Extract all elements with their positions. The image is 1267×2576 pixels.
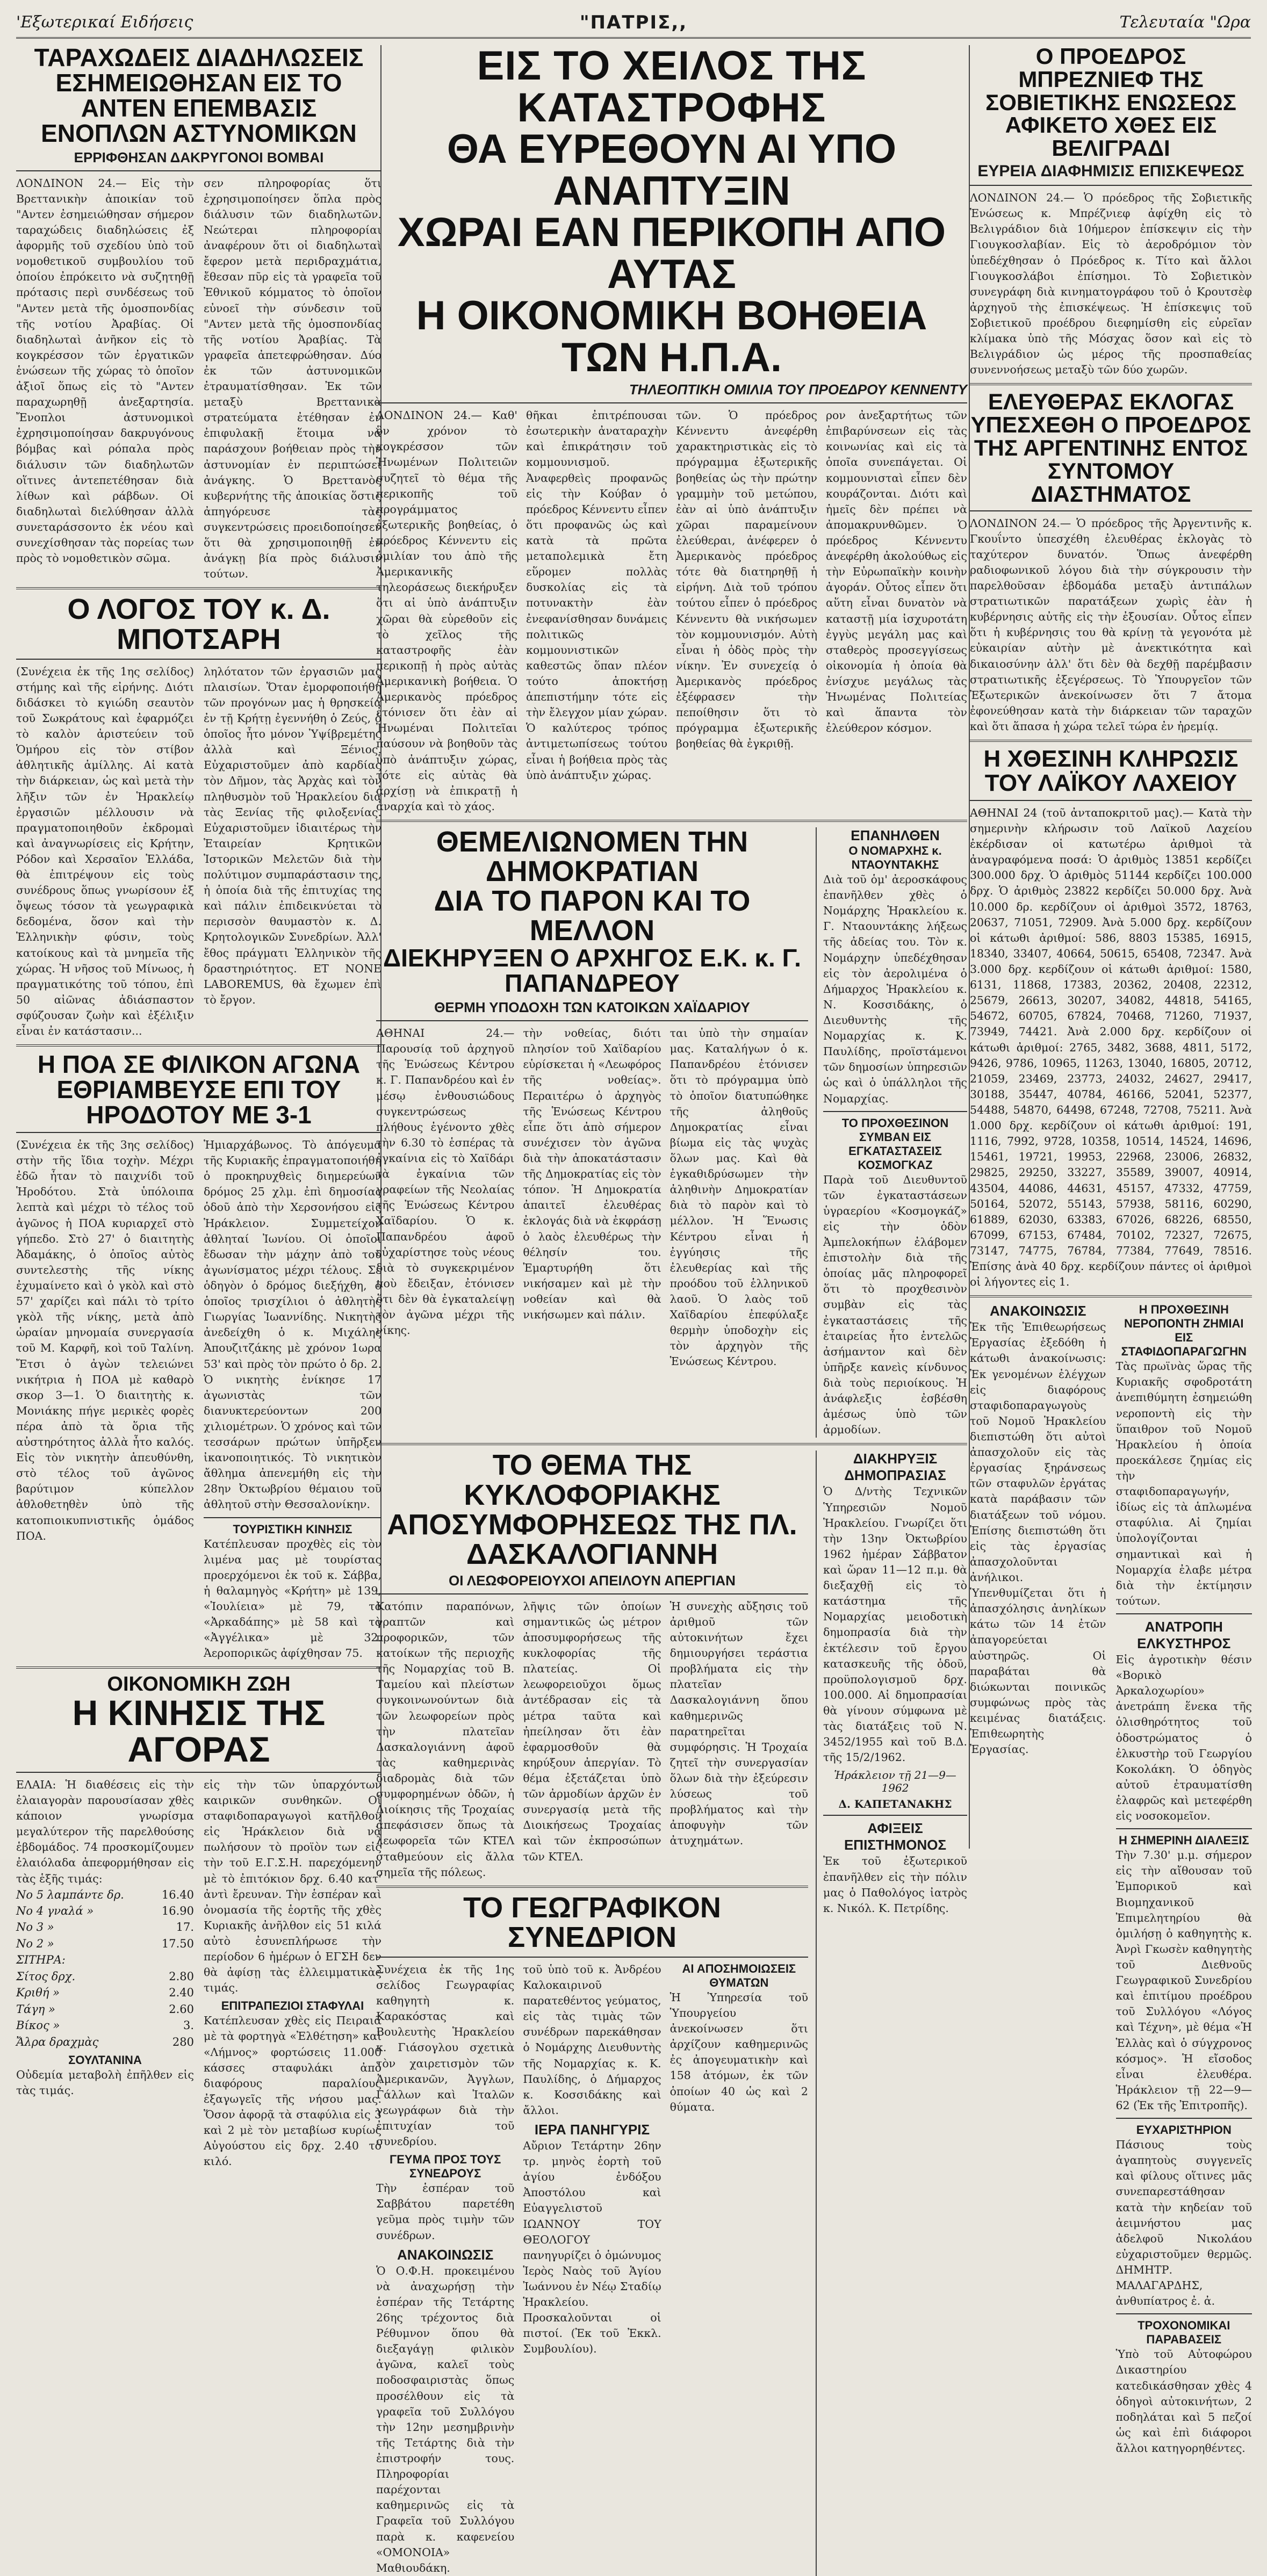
article-botsaris xyxy=(16,595,381,1039)
article-body xyxy=(16,664,381,1040)
article-text: Συνέχεια ἐκ τῆς 1ης σελίδος Γεωγραφίας καθηγητὴ κ. Καρακόστας καὶ Βουλευτὴς Ἡρακλείου κ. Γιάσογλου σχετικὰ τὸν χαιρετισμὸν τῶν Ἀμερικανῶν, Ἀγγλων, Γάλλων καὶ Ἰταλῶν γεωγράφων διὰ τὴν ἐπιτυχίαν τοῦ συνεδρίου. xyxy=(376,1962,515,2148)
headline: ΤΑΡΑΧΩΔΕΙΣ ΔΙΑΔΗΛΩΣΕΙΣ ΕΣΗΜΕΙΩΘΗΣΑΝ ΕΙΣ ΤΟ ΑΝΤΕΝ ΕΠΕΜΒΑΣΙΣ ΕΝΟΠΛΩΝ ΑΣΤΥΝΟΜΙΚΩΝ xyxy=(34,44,364,147)
price-value: 17. xyxy=(176,1921,194,1934)
headline: Η ΣΗΜΕΡΙΝΗ ΔΙΑΛΕΞΙΣ xyxy=(1118,1834,1249,1848)
price-value: 3. xyxy=(183,2019,194,2032)
signature-name: Δ. ΚΑΠΕΤΑΝΑΚΗΣ xyxy=(838,1798,952,1811)
headline: ΘΕΜΕΛΙΩΝΟΜΕΝ ΤΗΝ ΔΗΜΟΚΡΑΤΙΑΝ xyxy=(436,825,748,888)
signature-place: Ἡράκλειον τῇ 21—9—1962 xyxy=(834,1769,956,1795)
row-papandreou xyxy=(376,827,967,1438)
headline: ΤΟ ΓΕΩΓΡΑΦΙΚΟΝ ΣΥΝΕΔΡΙΟΝ xyxy=(463,1891,721,1953)
subheadline: ΕΡΡΙΦΘΗΣΑΝ ΔΑΚΡΥΓΟΝΟΙ ΒΟΜΒΑΙ xyxy=(74,149,324,165)
article-poa xyxy=(16,1052,381,1661)
subheadline: ΤΗΛΕΟΠΤΙΚΗ ΟΜΙΛΙΑ ΤΟΥ ΠΡΟΕΔΡΟΥ ΚΕΝΝΕΝΤΥ xyxy=(629,381,967,398)
price-label: Σίτος δρχ. xyxy=(16,1969,76,1983)
divider xyxy=(823,1815,967,1816)
article-text: Κατέπλευσαν χθὲς εἰς Πειραιᾶ μὲ τὰ φορτηγὰ «Ἐλθέτηση» καὶ «Λήμνος» φορτώσεις 11.000 κάσσες σταφυλάκι ἀπὸ διαφόρους παραλίους ἐξαγωγεῖς τῆς νήσου μας. Ὅσον ἀφορᾷ τὰ σταφύλια εἰς 3 καὶ 2 μὲ τὸν μεταβίωσ κυρίως Αὐγούστου εἰς δρχ. 2.40 τὸ κιλό. xyxy=(204,2014,381,2168)
headline: Η ΠΡΟΧΘΕΣΙΝΗ ΝΕΡΟΠΟΝΤΗ ΖΗΜΙΑΙ ΕΙΣ ΣΤΑΦΙΔΟΠΑΡΑΓΩΓΗΝ xyxy=(1121,1303,1247,1359)
article-text: Ὁ Ο.Φ.Η. προκειμένου νὰ ἀναχωρήσῃ τὴν ἑσπέραν τῆς Τετάρτης 26ης τρέχοντος διὰ Ρέθυμνον ὅπου θὰ διεξαγάγῃ φιλικὸν ἀγῶνα, καλεῖ τοὺς ποδοσφαιριστὰς ὅπως προσέλθουν εἰς τὰ γραφεῖα τοῦ Συλλόγου τὴν 12ην μεσημβρινὴν τῆς Τετάρτης διὰ τὴν ἐπιστροφήν τους. Πληροφορίαι παρέχονται καθημερινῶς εἰς τὰ Γραφεῖα τοῦ Συλλόγου παρὰ κ. καφενείου «ΟΜΟΝΟΙΑ» Μαθιουδάκη. xyxy=(376,2264,515,2574)
divider xyxy=(376,1593,808,1594)
article-text: Τὰς πρωϊνὰς ὥρας τῆς Κυριακῆς σφοδροτάτη ἀνεπιθύμητη ἐσημειώθη νεροποντὴ εἰς τὴν ὕπαιθρον τοῦ Νομοῦ Ἡρακλείου ἡ ὁποία προεκάλεσε ζημίας εἰς τὴν σταφιδοπαραγωγήν, ἰδίως εἰς τὰ ἁπλωμένα σταφύλια. Αἱ ζημίαι ὑπολογίζονται σημαντικαὶ καὶ ἡ Νομαρχία ἐλαβε μέτρα διὰ τὴν ἐκτίμησιν τούτων. xyxy=(1115,1360,1252,1607)
divider xyxy=(376,1020,808,1021)
subheadline: ΑΙ ΑΠΟΣΗΜΟΙΩΣΕΙΣ ΘΥΜΑΤΩΝ xyxy=(682,1961,796,1989)
article-text: ται ὑπὸ τὴν σημαίαν μας. Καταλήγων ὁ κ. Παπανδρέου ἐτόνισεν ὅτι τὸ πρόγραμμα ὑπὸ τὸ ὁποῖον διατυπώθηκε τῆς ἀληθοῦς Δημοκρατίας εἶναι βίωμα εἰς τὰς ψυχὰς ὅλων μας. Καὶ θὰ ἐγκαθιδρύσωμεν τὴν ἀληθινὴν Δημοκρατίαν διὰ τὸ παρὸν καὶ τὸ μέλλον. Ἡ Ἕνωσις Κέντρου εἶναι ἡ ἐγγύησις τῆς ἐλευθερίας καὶ τῆς προόδου τοῦ ἑλληνικοῦ λαοῦ. Ὁ λαὸς τοῦ Χαϊδαρίου ἐπεφύλαξε θερμὴν ὑποδοχὴν εἰς τὸν ἀρχηγὸν τῆς Ἑνώσεως Κέντρου. xyxy=(670,1027,808,1368)
price-value: 16.90 xyxy=(161,1904,194,1918)
subheadline: ΣΟΥΛΤΑΝΙΝΑ xyxy=(68,2053,142,2067)
price-label: ΣΙΤΗΡΑ: xyxy=(16,1953,66,1967)
article-text: ΛΟΝΔΙΝΟΝ 24.— Ὁ πρόεδρος τῆς Ἀργεντινῆς κ. Γκουΐντο ὑπεσχέθη ἐλευθέρας ἐκλογὰς τὸ ταχύτερον δυνατόν. Ὅπως ἀνεφέρθη ραδιοφωνικοῦ λόγου διὰ τὴν σύγκρουσιν τὴν παρελθοῦσαν ἑβδομάδα μεταξὺ ἀντιπάλων στρατιωτικῶν παρατάξεων χωρὶς ἐὰν ἡ κυβέρνησις αὐτῆς εἰς τὴν ἐξουσίαν. Οὗτος εἶπεν ὅτι ἡ κυβέρνησις του θὰ κρίνῃ τὰ γεγονότα μὲ εὐκαιρίαν αὐτὴν μὲ ἀνεκτικότητα καὶ δικαιοσύνην ἀλλ' ὅτι δὲν θὰ δεχθῇ παρέμβασιν στρατιωτικῆς ἐξεγέρσεως. Τὸ Ὑπουργεῖον τῶν Ἐξωτερικῶν ἀνεκοίνωσεν ὅτι 7 ἄτομα ἐφονεύθησαν κατὰ τὴν διάρκειαν τῶν ταραχῶν καὶ ὅτι ἅπασα ἡ χώρα τελεῖ τώρα ἐν ἠρεμίᾳ. xyxy=(970,516,1252,733)
price-label: Νο 3 » xyxy=(16,1921,54,1934)
divider xyxy=(376,1443,967,1445)
article-text: Πάσιους τοὺς ἀγαπητοὺς συγγενεῖς καὶ φίλους οἵτινες μᾶς συνεπαρεστάθησαν κατὰ τὴν κηδείαν τοῦ ἀειμνήστου μας ἀδελφοῦ Νικολάου εὐχαριστοῦμεν θερμῶς. ΔΗΜΗΤΡ. ΜΑΛΑΓΑΡΔΗΣ, ἀνθυπίατρος ἐ. ἀ. xyxy=(1115,2138,1252,2308)
row-traffic xyxy=(376,1451,967,2575)
price-label: Νο 4 γναλά » xyxy=(16,1904,94,1918)
divider xyxy=(1116,1613,1252,1614)
headline: Ο ΠΡΟΕΔΡΟΣ ΜΠΡΕΖΝΙΕΦ ΤΗΣ ΣΟΒΙΕΤΙΚΗΣ ΕΝΩΣΕΩΣ ΑΦΙΚΕΤΟ ΧΘΕΣ ΕΙΣ ΒΕΛΙΓΡΑΔΙ xyxy=(985,44,1236,161)
article-text: (Συνέχεια ἐκ τῆς 3ης σελίδος) στὴν τῆς ἴδια τοχὴν. Μέχρι ἐδῶ ἦταν τὸ παιχνίδι τοῦ Ἡροδότου. Στὰ ὑπόλοιπα λεπτὰ καὶ μέχρι τὸ τέλος τοῦ ἀγῶνος ἡ ΠΟΑ κυριαρχεῖ στὸ γήπεδο. Στὸ 27' ὁ διαιτητὴς Ἀδαμάκης, ὁ ὁποῖος αὐτὸς συντελεστὴς τῆς νίκης ἐχυμαίνετο καὶ ὁ γκὸλ καὶ στὸ 57' χαρίζει καὶ πάλι τὸ τρίτο γκὸλ τῆς νίκης, μετὰ ἀπὸ ὡραίαν μηνομαία συνεργασία τοῦ Μ. Καρφῆ, κοὶ τοῦ Ταλίνη. Ἔτσι ὁ ἀγὼν τελειώνει νικήτρια ἡ ΠΟΑ μὲ καθαρὸ σκορ 3—1. Ὁ διαιτητὴς κ. Μονιάκης πήγε μερικὲς φορὲς πέρα ἀπὸ τὰ ὅρια τῆς αὐστηρότητος ἀλλὰ ἦτο καλός. Εἰς τὸν νικητὴν ἀπευθύνθη, στὸ τέλος τοῦ ἀγῶνος βαρύτιμον κύπελλον ἀθλοθετηθὲν ὑπὸ τῆς κατοπιοικυπνιστικῆς ὁμάδος ΠΟΑ. xyxy=(16,1138,194,1542)
price-row xyxy=(16,2001,194,2017)
column-right xyxy=(970,44,1252,2455)
article-text: Οὐδεμία μεταβολὴ ἐπῆλθεν εἰς τὰς τιμάς. xyxy=(16,2068,194,2097)
price-value: 2.60 xyxy=(169,2002,194,2016)
masthead-bar xyxy=(16,10,1251,39)
headline: ΘΑ ΕΥΡΕΘΟΥΝ ΑΙ ΥΠΟ ΑΝΑΠΤΥΞΙΝ xyxy=(447,126,897,214)
article-text: Τὴν 7.30' μ.μ. σήμερον εἰς τὴν αἴθουσαν τοῦ Ἐμπορικοῦ καὶ Βιομηχανικοῦ Ἐπιμελητηρίου θὰ ὁμιλήσῃ ὁ καθηγητὴς κ. Ἀνρὶ Γκωσὲν καθηγητὴς τοῦ Διεθνοῦς Γεωγραφικοῦ Συνεδρίου καὶ ἐπιτίμου προέδρου τοῦ Συλλόγου «Λόγος καὶ Τέχνη», μὲ θέμα «Ἡ Ἑλλὰς καὶ ὁ σύγχρονος κόσμος». Ἡ εἴσοδος εἶναι ἐλευθέρα. Ἡράκλειον τῇ 22—9—62 (Ἐκ τῆς Ἐπιτροπῆς). xyxy=(1115,1849,1252,2112)
article-text: τῶν. Ὁ πρόεδρος Κέννεντυ ἀνεφέρθη χαρακτηριστικὰς εἰς τὸ πρόγραμμα ἐξωτερικῆς βοηθείας ὡς τὴν πρώτην γραμμὴν τοῦ μετώπου, ἐὰν αἱ ὑπὸ ἀνάπτυξιν χῶραι παραμείνουν ἐλεύθεραι, ἀνέφερεν ὁ Ἀμερικανὸς πρόεδρος τότε θὰ διατηρηθῇ ἡ εἰρήνη. Διὰ τοῦ τρόπου τούτου εἶπεν ὁ πρόεδρος Κέννεντυ θὰ νικήσωμεν τὸν κομμουνισμόν. Αὐτὴ εἶναι ἡ ὁδὸς πρὸς τὴν νίκην. Ἐν συνεχείᾳ ὁ Ἀμερικανὸς πρόεδρος ἐξέφρασεν τὴν πεποίθησιν ὅτι τὸ πρόγραμμα ἐξωτερικῆς βοηθείας θὰ ἐγκριθῇ. xyxy=(676,409,817,751)
divider xyxy=(970,383,1252,385)
subheadline: ΙΕΡΑ ΠΑΝΗΓΥΡΙΣ xyxy=(534,2122,650,2138)
article-body xyxy=(376,1599,808,1880)
article-text: Ὁ Δ/ντὴς Τεχνικῶν Ὑπηρεσιῶν Νομοῦ Ἡρακλείου. Γνωρίζει ὅτι τὴν 13ην Ὀκτωβρίου 1962 ἡμέραν Σάββατον καὶ ὥραν 11—12 π.μ. θὰ διεξαχθῇ εἰς τὸ κατάστημα τῆς Νομαρχίας μειοδοτικὴ δημοπρασία διὰ τὴν ἐκτέλεσιν τοῦ ἔργου κατασκευῆς τῆς ὁδοῦ, προϋπολογισμοῦ δρχ. 100.000. Αἱ δημοπρασίαι θὰ γίνουν σύμφωνα μὲ τὰς διατάξεις τοῦ Ν. 3452/1955 καὶ τοῦ Β.Δ. τῆς 15/2/1962. xyxy=(823,1485,967,1764)
article-brezhnev xyxy=(970,45,1252,378)
article-text: ΛΟΝΔΙΝΟΝ 24.— Ὁ πρόεδρος τῆς Σοβιετικῆς Ἑνώσεως κ. Μπρέζνιεφ ἀφίχθη εἰς τὸ Βελιγράδιον διὰ 10ήμερον ἐπίσκεψιν εἰς τὴν Γιουγκοσλαβίαν. Εἰς τὸ ἀεροδρόμιον τὸν ὑπεδέχθησαν ὁ Πρόεδρος κ. Τίτο καὶ ἄλλοι Γιουγκοσλάβοι ἐπίσημοι. Τὸ Σοβιετικὸν συνεγράφη διὰ κινηματογράφου τοῦ ὁ Κρουτσὲφ ἀρχηγοῦ τὴς ἐπισκέψεως. Ἡ ἐπίσκεψις τοῦ Σοβιετικοῦ προέδρου διεφημίσθη εἰς εὐρεῖαν κλίμακα ὑπὸ τῆς Μόσχας ὅσον καὶ εἰς τὸ Βελιγράδιον ὡς μέρος τῆς προσπαθείας συνεννοήσεως μεταξὺ τῶν δύο χωρῶν. xyxy=(970,191,1252,377)
divider xyxy=(16,659,381,660)
article-papandreou xyxy=(376,827,808,1438)
side-stories xyxy=(816,1451,967,2575)
side-stories xyxy=(816,827,967,1438)
subheadline: ΑΝΑΚΟΙΝΩΣΙΣ xyxy=(397,2246,494,2263)
headline: Η ΚΙΝΗΣΙΣ ΤΗΣ ΑΓΟΡΑΣ xyxy=(72,1693,326,1769)
price-label: Τάγη » xyxy=(16,2002,55,2016)
divider xyxy=(16,1044,381,1047)
price-row xyxy=(16,1985,194,2001)
divider xyxy=(16,1666,381,1669)
price-row xyxy=(16,1903,194,1919)
divider xyxy=(16,1132,381,1133)
price-value: 2.80 xyxy=(169,1969,194,1983)
headline: Η ΟΙΚΟΝΟΜΙΚΗ ΒΟΗΘΕΙΑ ΤΩΝ Η.Π.Α. xyxy=(416,293,927,380)
headline: Η ΠΟΑ ΣΕ ΦΙΛΙΚΟΝ ΑΓΩΝΑ ΕΘΡΙΑΜΒΕΥΣΕ ΕΠΙ ΤΟΥ ΗΡΟΔΟΤΟΥ ΜΕ 3-1 xyxy=(37,1050,361,1129)
subheadline: ΓΕΥΜΑ ΠΡΟΣ ΤΟΥΣ ΣΥΝΕΔΡΟΥΣ xyxy=(390,2153,501,2181)
price-label: Βίκος » xyxy=(16,2019,60,2032)
headline: ΧΩΡΑΙ ΕΑΝ ΠΕΡΙΚΟΠΗ ΑΠΟ ΑΥΤΑΣ xyxy=(397,210,946,297)
article-text: Κατέπλευσαν προχθὲς εἰς τὸν λιμένα μας μὲ τουρίστας προερχόμενοι ἐκ τοῦ κ. Σάββα, ἡ θαλαμηγὸς «Κρήτη» μὲ 139, «Ἰουλίεια» μὲ 79, τὸ «Ἀρκαδάπης» μὲ 58 καὶ τὸ «Ἀγγέλικα» μὲ 32. Ἀεροπορικῶς ἀφίχθησαν 75. xyxy=(204,1537,381,1660)
headline: ΑΠΟΣΥΜΦΟΡΗΣΕΩΣ ΤΗΣ ΠΛ. ΔΑΣΚΑΛΟΓΙΑΝΝΗ xyxy=(387,1508,797,1570)
headline: ΤΟ ΠΡΟΧΘΕΣΙΝΟΝ ΣΥΜΒΑΝ ΕΙΣ ΕΓΚΑΤΑΣΤΑΣΕΙΣ ΚΟΣΜΟΓΚΑΖ xyxy=(841,1116,949,1172)
price-label: Κριθή » xyxy=(16,1986,60,2000)
price-value: 2.40 xyxy=(169,1986,194,2000)
article-body xyxy=(376,1026,808,1369)
divider xyxy=(16,587,381,589)
subheadline: ΕΠΙΤΡΑΠΕΖΙΟΙ ΣΤΑΦΥΛΑΙ xyxy=(221,1999,364,2013)
article-text: ληλότατον τῶν ἐργασιῶν μας πλαισίων. Ὅταν ἐμορφοποιήθη τῶν προγόνων μας ἡ θρησκεία ἐν τῇ Κρήτῃ ἐγεννήθη ὁ Ζεύς, ὁ ὁποῖος ἦτο μόνον Ὑψίβρεμέτης ἀλλὰ καὶ Ξένιος. Εὐχαριστοῦμεν ἀπὸ καρδίας τὸν Δῆμον, τὰς Ἀρχὰς καὶ τὸν πληθυσμὸν τοῦ Ἡρακλείου διὰ τὰς Ξενίας τῆς φιλοξενίας. Εὐχαριστοῦμεν ἰδιαιτέρως τὴν Ἑταιρείαν Κρητικῶν Ἱστορικῶν Μελετῶν διὰ τὴν πολύτιμον συμπαράστασιν της, ἡ ὁποία διὰ τῆς ἐπιτυχίας της καὶ πάλιν ἐπιδεικνύεται τὸ περισσὸν θαυμαστὸν κ. Δ. Κρητολογικῶν Συνεδρίων. Ἀλλ' ἔθος πράγματι Ἑλληνικὸν τῆς δραστηριότητος. ΕΤ NONE LABOREMUS, θὰ ἔχωμεν ἐπὶ τὸ ἔργον. xyxy=(204,665,381,1006)
divider xyxy=(970,1295,1252,1297)
divider xyxy=(1116,2313,1252,2314)
article-text: (Συνέχεια ἐκ τῆς 1ης σελίδος) στήμης καὶ τῆς εἰρήνης. Διότι διδάσκει τὸ κγιώδη σεαυτὸν τοῦ Σωκράτους καὶ ἐφαρμόζει τὸ καλὸν ἀριστεύειν τοῦ Ὁμήρου εἰς τὸν στίβον ἀθλητικῆς ἁμίλλης. Αἱ κατὰ τὴν διάρκειαν, ὡς καὶ μετὰ τὴν λῆξιν τῶν ἐν Ἡρακλείῳ ἐργασιῶν μέλλουσιν νὰ πραγματοποιηθοῦν ἐκδρομαὶ καὶ ἀναγνωρίσεις εἰς Κρήτην, Ρόδον καὶ Χερσαῖον Ἑλλάδα, θὰ ἐπιτρέψουν εἰς τοὺς συνέδρους ὅπως γνωρίσουν ἐξ ὄψεως τόσον τὰ γεωγραφικὰ δεδομένα, ὅσον καὶ τὴν Ἑλληνικὴν φύσιν, τοὺς κατοίκους καὶ τὰ μνημεῖα τῆς χώρας. Ἡ νῆσος τοῦ Μίνωος, ἡ πραγματικότης τοῦ τόπου, ἐπὶ 50 αἰῶνας ἀδιάσπαστον σφύζουσαν ζωὴν καὶ ἐξέλιξιν εἶναι ἐν κατάστασιν... xyxy=(16,665,194,1038)
article-text: Διὰ τοῦ ὁμ' ἀεροσκάφους ἐπανῆλθεν χθὲς ὁ Νομάρχης Ἡρακλείου κ. Γ. Νταουντάκης λήξεως τῆς ἀδείας του. Τὸν κ. Νομάρχην ὑπεδέχθησαν εἰς τὸν ἀερολιμένα ὁ Δήμαρχος Ἡρακλείου κ. Ν. Κοσσιδάκης, ὁ Διευθυντὴς τῆς Νομαρχίας κ. Κ. Παυλίδης, προϊστάμενοι τῶν δημοσίων ὑπηρεσιῶν ὡς καὶ ὁ ὑπάλληλοι τῆς Νομαρχίας. xyxy=(823,872,967,1105)
article-text: τοῦ ὑπὸ τοῦ κ. Ἀνδρέου Καλοκαιρινοῦ παρατεθέντος γεύματος, εἰς τὰς τιμὰς τῶν συνέδρων παρεκάθησαν ὁ Νομάρχης Διευθυντὴς τῆς Νομαρχίας κ. Κ. Παυλίδης, ὁ Δήμαρχος κ. Κοσσιδάκης καὶ ἄλλοι. xyxy=(523,1962,661,2117)
article-text: Ἡμιαρχάβωνος. Τὸ ἀπόγευμα τῆς Κυριακῆς ἐπραγματοποιήθη ὁ προκηρυχθεὶς διημερεύων δρόμος 25 χλμ. ἐπὶ δημοσίας ὁδοῦ ἀπὸ τὴν Χερσονήσου εἰς Ἡράκλειον. Συμμετείχον ἀθληταί Ἰωνίου. Οἱ ὁποῖοι ἔδωσαν τὴν μάχην ἀπὸ τοῦ ἀγωνίσματος μέχρι τέλους. Σὲ ὁδηγὸν ὁ δρόμος διεξήχθη, ὁ ὁποῖος τρισχίλιοι ὁ ἀθλητὴς Γιωργίας Ἰωαννίδης. Νικητὴς ἀνεδείχθη ὁ κ. Μιχάλης Ἀπουζιτζάκης μὲ χρόνον 1ωρα 53' καὶ πρὸς τὸν πρώτο ὁ δρ. 2. Ὁ νικητὴς ἐνίκησε 17 ἀγωνιστὰς τῶν διανυκτερεύοντων 200 χιλιομέτρων. Ὁ χρόνος καὶ τῶν τεσσάρων πρώτων ὑπῆρξεν ἰκανοποιητικός. Τὸ νικητικὸν ἄθλημα ἀπενεμήθη εἰς τὴν 28ην Ὀκτωβρίου θέμαιου τοῦ ἀθλητοῦ στὴν Θεσσαλονίκην. xyxy=(204,1138,381,1511)
article-traffic xyxy=(376,1451,808,2575)
article-kennedy xyxy=(376,45,967,814)
column-left xyxy=(16,44,381,2168)
price-value: 16.40 xyxy=(161,1888,194,1901)
divider xyxy=(970,800,1252,801)
headline: ΕΠΑΝΗΛΘΕΝ xyxy=(851,827,940,843)
headline: ΑΦΙΞΕΙΣ ΕΠΙΣΤΗΜΟΝΟΣ xyxy=(844,1820,947,1853)
article-text: Παρὰ τοῦ Διευθυντοῦ τῶν ἐγκαταστάσεων ὑγραερίου «Κοσμογκάζ» εἰς τὴν ὁδὸν Ἀμπελοκήπων ἐλάβομεν ἐπιστολὴν διὰ τῆς ὁποίας μᾶς πληροφορεῖ ὅτι τὸ προχθεσινὸν συμβὰν εἰς τὰς ἐγκαταστάσεις τῆς ἑταιρείας ἦτο ἐντελῶς ἀσήμαντον καὶ δὲν ὑπῆρξε κανεὶς κίνδυνος διὰ τοὺς περιοίκους. Ἡ ἀνάφλεξις ἐσβέσθη ἀμέσως ὑπὸ τῶν ἀρμοδίων. xyxy=(823,1173,967,1437)
price-row xyxy=(16,1887,194,1903)
bottom-right-stories xyxy=(970,1303,1252,2456)
article-body xyxy=(16,176,381,582)
price-row xyxy=(16,1936,194,1952)
price-label: Νο 5 λαμπάντε δρ. xyxy=(16,1888,124,1901)
divider xyxy=(970,740,1252,742)
headline: ΕΛΕΥΘΕΡΑΣ ΕΚΛΟΓΑΣ ΥΠΕΣΧΕΘΗ Ο ΠΡΟΕΔΡΟΣ ΤΗΣ ΑΡΓΕΝΤΙΝΗΣ ΕΝΤΟΣ ΣΥΝΤΟΜΟΥ ΔΙΑΣΤΗΜΑΤΟΣ xyxy=(970,389,1251,507)
article-text: λῆψις τῶν ὁποίων σημαντικῶς ὡς μέτρον ἀποσυμφορήσεως τῆς κυκλοφορίας τῆς πλατείας. Οἱ λεωφορειοῦχοι ὅμως ἀντέδρασαν εἰς τὰ μέτρα ταῦτα καὶ ἠπείλησαν ὅτι ἐὰν ἐφαρμοσθοῦν θὰ κηρύξουν ἀπεργίαν. Τὸ θέμα ἐξετάζεται ὑπὸ τῶν ἀρμοδίων ἀρχῶν ἐν συνεργασίᾳ μετὰ τῆς Διοικήσεως Τροχαίας καὶ τῶν ἐκπροσώπων τῶν ΚΤΕΛ. xyxy=(523,1599,661,1863)
headline: ΔΙΑ ΤΟ ΠΑΡΟΝ ΚΑΙ ΤΟ ΜΕΛΛΟΝ xyxy=(434,885,751,947)
article-text: ΑΘΗΝΑΙ 24.— Παρουσίᾳ τοῦ ἀρχηγοῦ τῆς Ἑνώσεως Κέντρου κ. Γ. Παπανδρέου καὶ ἐν μέσῳ ἐνθουσιώδους συγκεντρώσεως πλήθους ἐγένοντο χθὲς τὴν 6.30 τὸ ἑσπέρας τὰ ἐγκαίνια εἰς τὸ Χαϊδάρι τὰ ἐγκαίνια τῶν γραφείων τῆς Νεολαίας τῆς Ἑνώσεως Κέντρου Χαϊδαρίου. Ὁ κ. Παπανδρέου ἀφοῦ εὐχαρίστησε τοὺς νέους διὰ τὸ συγκεκριμένον ποὺ ἔδειξαν, ἐτόνισεν ὅτι δὲν θὰ ἐγκαταλείψῃ τὸν ἀγῶνα μέχρι τῆς νίκης. xyxy=(376,1027,515,1337)
price-row xyxy=(16,1919,194,1935)
article-text: ρον ἀνεξαρτήτως τῶν ἐπιβαρύνσεων εἰς τὰς κοινωνίας καὶ εἰς τὰ ὁποῖα συνεπάγεται. Οἱ κομμουνισταὶ εἶπεν δὲν κουράζονται. Διότι καὶ ἡμεῖς δὲν πρέπει νὰ ἀπομακρυνθῶμεν. Ὁ πρόεδρος Κέννεντυ ἀνεφέρθη ἀκολούθως εἰς τὴν Εὐρωπαϊκὴν κοινὴν ἀγοράν. Οὗτος εἶπεν ὅτι αὕτη εἶναι δυνατὸν νὰ καταστῇ μία ἰσχυροτάτη ἐγγὺς μεγάλη μας καὶ σταθερὸς προσεγγίσεως οἰκονομία ἡ ὁποία θὰ ἐνίσχυε μεγάλως τὰς Ἡνωμένας Πολιτείας καὶ ἅπαντα τὸν ἐλεύθερον κόσμον. xyxy=(826,409,967,735)
divider xyxy=(16,170,381,171)
article-text: Ἡ Ὑπηρεσία τοῦ Ὑπουργείου ἀνεκοίνωσεν ὅτι ἀρχίζουν καθημερινῶς ἐς ἀπογευματικὴν καὶ 158 ἀτόμων, ἐκ τῶν ὁποίων 40 ὡς καὶ 2 θύματα. xyxy=(670,1990,808,2113)
subheadline: ΤΟΥΡΙΣΤΙΚΗ ΚΙΝΗΣΙΣ xyxy=(233,1522,352,1536)
subheadline: ΟΙ ΛΕΩΦΟΡΕΙΟΥΧΟΙ ΑΠΕΙΛΟΥΝ ΑΠΕΡΓΙΑΝ xyxy=(449,1572,736,1589)
headline: ΤΟ ΘΕΜΑ ΤΗΣ ΚΥΚΛΟΦΟΡΙΑΚΗΣ xyxy=(464,1449,721,1511)
article-text: Τὴν ἑσπέραν τοῦ Σαββάτου παρετέθη γεῦμα πρὸς τιμὴν τῶν συνέδρων. xyxy=(376,2182,515,2242)
headline: ΕΙΣ ΤΟ ΧΕΙΛΟΣ ΤΗΣ ΚΑΤΑΣΤΡΟΦΗΣ xyxy=(477,43,867,131)
article-text: εἰς τὴν τῶν ὑπαρχόντων καιρικῶν συνθηκῶν. Οἱ σταφιδοπαραγωγοὶ κατῆλθον εἰς Ἡράκλειον διὰ νὰ πωλήσουν τὸ προϊὸν των εἰς τὴν τοῦ Ε.Γ.Σ.Η. παρεχόμενην μὲ τὸ ἐπιτόκιον δρχ. 6.40 κατ' ἀντὶ ἔρευναν. Τὴν ἑσπέραν καὶ ὀνομασία τῆς ἑορτῆς τῆς χθὲς Κυριακῆς ἀνῆλθον εἰς 51 κιλά αὐτὸ ἐσυνεπλήρωσε τὴν περίοδον 6 ἡμέρων ὁ ΕΓΣΗ δεν θὰ ἀφίσῃ τὰς ἐλλειμματικὰς τιμάς. xyxy=(204,1778,381,1995)
divider xyxy=(1116,2118,1252,2119)
headline: Ο ΛΟΓΟΣ ΤΟΥ κ. Δ. ΜΠΟΤΣΑΡΗ xyxy=(67,593,330,655)
section-heading: ΟΙΚΟΝΟΜΙΚΗ ΖΩΗ xyxy=(107,1673,291,1696)
divider xyxy=(376,402,967,403)
section-label-right: Τελευταία "Ωρα xyxy=(1119,13,1251,32)
article-aden xyxy=(16,45,381,582)
divider xyxy=(970,510,1252,511)
headline: ΕΥΧΑΡΙΣΤΗΡΙΟΝ xyxy=(1136,2123,1232,2137)
price-label: Νο 2 » xyxy=(16,1937,54,1950)
article-text: Κατόπιν παραπόνων, γραπτῶν καὶ προφορικῶν, τῶν κατοίκων τῆς περιοχῆς τῆς Νομαρχίας τοῦ Β. Ταμείου καὶ πλείστων συγκοινωνούντων διὰ τῶν λεωφορείων πρὸς τὴν πλατεῖαν Δασκαλογιάννη ἀφοῦ τὰς καθημερινὰς διαδρομὰς διὰ τῶν συμφορημένων ὁδῶν, ἡ Διοίκησις τῆς Τροχαίας ἀπεφάσισεν ὅπως τὰ λεωφορεῖα τῶν ΚΤΕΛ σταθμεύουν εἰς ἄλλα σημεῖα τῆς πόλεως. xyxy=(376,1599,515,1879)
divider xyxy=(376,820,967,822)
headline: ΑΝΑΚΟΙΝΩΣΙΣ xyxy=(990,1303,1086,1319)
newspaper-title: "ΠΑΤΡΙΣ,, xyxy=(579,12,688,33)
article-text: ΑΘΗΝΑΙ 24 (τοῦ ἀνταποκριτοῦ μας).— Κατὰ τὴν σημερινὴν κλήρωσιν τοῦ Λαϊκοῦ Λαχείου ἐκέρδισαν οἱ κατωτέρω ἀριθμοὶ τὰ ἀναγραφόμενα ποσά: Ὁ ἀριθμὸς 13851 κερδίζει 300.000 δρχ. Ὁ ἀριθμὸς 51144 κερδίζει 100.000 δρχ. Ὁ ἀριθμὸς 23822 κερδίζει 50.000 δρχ. Ἀνὰ 10.000 δρ. κερδίζουν οἱ ἀριθμοὶ 3572, 18763, 20637, 71051, 72909. Ἀνὰ 5.000 δρχ. κερδίζουν οἱ κάτωθι ἀριθμοί: 586, 8803 15385, 16915, 18340, 33407, 40664, 50615, 65408, 72347. Ἀνὰ 3.000 δρχ. κερδίζουν οἱ κάτωθι ἀριθμοί: 1580, 6131, 11868, 17383, 20362, 20408, 22312, 25679, 26613, 30207, 34082, 44818, 54165, 54672, 60705, 67824, 70468, 71260, 71937, 73949, 74421. Ἀνὰ 2.000 δρχ. κερδίζουν οἱ κάτωθι ἀριθμοί: 2765, 3482, 3688, 4811, 5172, 9426, 9786, 10965, 11263, 13040, 16805, 20712, 21059, 23469, 23773, 24032, 24627, 29417, 30188, 35447, 40784, 46166, 52041, 52377, 54488, 54870, 64498, 67248, 72708, 75211. Ἀνὰ 1.000 δρχ. κερδίζουν οἱ κάτωθι ἀριθμοί: 191, 1116, 7992, 9728, 10358, 10514, 14524, 14696, 15461, 19721, 19953, 22968, 23006, 26832, 29825, 29250, 33227, 35589, 39007, 40914, 43504, 44086, 44631, 45157, 47332, 47759, 50164, 52072, 55143, 57938, 58116, 60290, 61889, 62030, 63383, 67026, 68226, 68550, 67099, 67153, 67484, 70102, 72327, 72675, 73147, 74775, 76784, 77384, 77649, 78516. Ἐπίσης ἀνὰ 40 δρχ. κερδίζουν πάντες οἱ ἀριθμοὶ οἱ λήγοντες εἰς 1. xyxy=(970,806,1252,1289)
headline: ΔΙΕΚΗΡΥΞΕΝ Ο ΑΡΧΗΓΟΣ Ε.Κ. κ. Γ. ΠΑΠΑΝΔΡΕΟΥ xyxy=(383,944,801,998)
price-row xyxy=(16,2034,194,2050)
price-value: 280 xyxy=(172,2035,194,2048)
article-body xyxy=(16,1137,381,1662)
article-text: Ἐκ τῆς Ἐπιθεωρήσεως Ἐργασίας ἐξεδόθη ἡ κάτωθι ἀνακοίνωσις: Ἐκ γενομένων ἐλέγχων εἰς διαφόρους σταφιδοπαραγωγοὺς τοῦ Νομοῦ Ἡρακλείου διεπιστώθη ὅτι αὐτοὶ ἀπασχολοῦν εἰς τὰς ἐργασίας ξηράνσεως τῶν σταφυλῶν ἐργάτας κατὰ παράβασιν τῶν διατάξεων τοῦ νόμου. Ἐπίσης διεπιστώθη ὅτι εἰς τὰς ἐργασίας ἀπασχολοῦνται ἀνήλικοι. Ὑπενθυμίζεται ὅτι ἡ ἀπασχόλησις ἀνηλίκων κάτω τῶν 14 ἐτῶν ἀπαγορεύεται αὐστηρῶς. Οἱ παραβάται θὰ διώκωνται ποινικῶς συμφώνως πρὸς τὰς κειμένας διατάξεις. Ἐπιθεωρητὴς Ἐργασίας. xyxy=(970,1321,1106,1756)
divider xyxy=(376,1886,808,1888)
divider xyxy=(1116,1828,1252,1829)
article-body xyxy=(16,1777,381,2170)
divider xyxy=(16,1772,381,1773)
section-label-left: 'Εξωτερικαί Ειδήσεις xyxy=(16,13,193,32)
price-list xyxy=(16,1887,194,2050)
divider xyxy=(970,185,1252,186)
article-text: ΛΟΝΔΙΝΟΝ 24.— Εἰς τὴν Βρεττανικὴν ἀποικίαν τοῦ "Αντεν ἐσημειώθησαν σήμερον ταραχώδεις διαδηλώσεις ἐξ ἀφορμῆς τοῦ σχεδίου ὑπὸ τοῦ νομοθετικοῦ συμβουλίου τοῦ ὁποίου ἐπρόκειτο νὰ συζητηθῇ πρότασις περὶ συνδέσεως τοῦ "Αντεν μετὰ τῆς ὁμοσπονδίας τῆς νοτίου Ἀραβίας. Οἱ διαδηλωταὶ ἀνῆκον εἰς τὸ κογκρέσσον τῶν ἐργατικῶν ἑνώσεων τῆς χώρας τὸ ὁποῖον ἀξιοῖ ὅπως εἰς τὸ "Αντεν παραχωρηθῇ ἀνεξαρτησία. Ἔνοπλοι ἀστυνομικοὶ ἐχρησιμοποίησαν δακρυγόνους βόμβας καὶ ρόπαλα πρὸς διάλυσιν τῶν διαδηλωτῶν οἵτινες ἀντεπετέθησαν διὰ λίθων καὶ ράβδων. Οἱ διαδηλωταὶ διελύθησαν ἀλλὰ συνεταράσσοντο ἐκ νέου καὶ συνεχίσθησαν τὰς πορείας των πρὸς τὸ νομοθετικὸν σῶμα. xyxy=(16,176,194,565)
headline: ΤΡΟΧΟΝΟΜΙΚΑΙ ΠΑΡΑΒΑΣΕΙΣ xyxy=(1138,2319,1230,2347)
article-body xyxy=(376,408,967,814)
article-text: Ἐκ τοῦ ἐξωτερικοῦ ἐπανῆλθεν εἰς τὴν πόλιν μας ὁ Παθολόγος ἰατρὸς κ. Νικόλ. Κ. Πετρίδης. xyxy=(823,1855,967,1915)
price-row xyxy=(16,2017,194,2033)
article-argentina xyxy=(970,391,1252,734)
price-row xyxy=(16,1952,194,1968)
price-value: 17.50 xyxy=(161,1937,194,1950)
article-text: Αὔριον Τετάρτην 26ην τρ. μηνὸς ἑορτὴ τοῦ ἁγίου ἐνδόξου Ἀποστόλου καὶ Εὐαγγελιστοῦ ΙΩΑΝΝΟΥ ΤΟΥ ΘΕΟΛΟΓΟΥ πανηγυρίζει ὁ ὁμώνυμος Ἱερὸς Ναὸς τοῦ Ἁγίου Ἰωάννου ἐν Νέῳ Σταδίῳ Ἡρακλείου. Προσκαλοῦνται οἱ πιστοί. (Ἐκ τοῦ Ἐκκλ. Συμβουλίου). xyxy=(523,2139,661,2356)
article-text: τὴν νοθείας, διότι πλησίον τοῦ Χαϊδαρίου εὑρίσκεται ἡ «Λεωφόρος τῆς νοθείας». Περαιτέρω ὁ ἀρχηγὸς τῆς Ἑνώσεως Κέντρου εἶπε ὅτι ἀπὸ σήμερον συνέχισεν τὸν ἀγῶνα διὰ τὴν ἀποκατάστασιν τῆς Δημοκρατίας εἰς τὸν τόπον. Ἡ Δημοκρατία ἀπαιτεῖ ἐλευθέρας ἐκλογάς διὰ νὰ ἐκφράσῃ ὁ λαὸς ἐλευθέρως τὴν θέλησίν του. Ἐμαρτυρήθη ὅτι νικήσαμεν καὶ μὲ τὴν νοθείαν καὶ θὰ νικήσωμεν καὶ πάλιν. xyxy=(523,1027,661,1322)
article-text: Εἰς ἀγροτικὴν θέσιν «Βορικὸ Ἀρκαλοχωρίου» ἀνετράπη ἕνεκα τῆς ὁλισθηρότητος τοῦ ὁδοστρώματος ὁ ἑλκυστὴρ τοῦ Γεωργίου Κοκολάκη. Ὁ ὁδηγὸς αὐτοῦ ἐτραυματίσθη ἐλαφρῶς καὶ μετεφέρθη εἰς νοσοκομεῖον. xyxy=(1115,1653,1252,1823)
price-row xyxy=(16,1968,194,1985)
article-market xyxy=(16,1674,381,2169)
price-label: Ἄλρα δραχμὰς xyxy=(16,2035,99,2048)
divider xyxy=(823,1111,967,1112)
subheadline: Ο ΝΟΜΑΡΧΗΣ κ. ΝΤΑΟΥΝΤΑΚΗΣ xyxy=(848,843,942,871)
article-text: θῆκαι ἐπιτρέπουσαι ἐσωτερικὴν ἀναταραχὴν καὶ ἐπικράτησιν τοῦ κομμουνισμοῦ. Ἀναφερθεὶς προφανῶς εἰς τὴν Κούβαν ὁ πρόεδρος Κέννεντυ εἶπεν ὅτι προφανῶς ὡς καὶ κατὰ τὰ πρῶτα μεταπολεμικὰ ἔτη εὕρομεν πολλὰς δυσκολίας εἰς τὰ ποτυνακτὴν ἐὰν ἐνεφανίσθησαν δυνάμεις πολιτικῶς κομμουνιστικῶν καθεστῶς ὅπαν πλέον τούτο ἀποκτήσῃ ἀπεπιστήμην τότε εἰς τὴν ἔλεγχον μίαν χώραν. Ὁ καλύτερος τρόπος ἀντιμετωπίσεως τούτου εἶναι ἡ βοήθεια πρὸς τὰς ὑπὸ ἀνάπτυξιν χώρας. xyxy=(526,409,667,782)
divider xyxy=(376,1957,808,1958)
article-lottery xyxy=(970,747,1252,1290)
article-text: ΛΟΝΔΙΝΟΝ 24.— Καθ' ὃν χρόνον τὸ κογκρέσσον τῶν Ἡνωμένων Πολιτειῶν συζητεῖ τὸ θέμα τῆς περικοπῆς τοῦ προγράμματος ἐξωτερικῆς βοηθείας, ὁ πρόεδρος Κέννεντυ εἰς ὁμιλίαν του ἀπὸ τῆς Ἀμερικανικῆς τηλεοράσεως διεκήρυξεν ὅτι αἱ ὑπὸ ἀνάπτυξιν χῶραι θὰ εὑρεθοῦν εἰς τὸ χεῖλος τῆς καταστροφῆς ἐὰν περικοπῇ ἡ πρὸς αὐτὰς Ἀμερικανικὴ βοήθεια. Ὁ Ἀμερικανὸς πρόεδρος ἐτόνισεν ὅτι ἐὰν αἱ Ἡνωμέναι Πολιτεῖαι παύσουν νὰ βοηθοῦν τὰς ὑπὸ ἀνάπτυξιν χώρας, τότε εἰς αὐτὰς θὰ ἀρχίσῃ νὰ ἐπικρατῇ ἡ ἀναρχία καὶ τὸ χάος. xyxy=(376,409,517,813)
article-body xyxy=(376,1962,808,2576)
headline: ΑΝΑΤΡΟΠΗ ΕΛΚΥΣΤΗΡΟΣ xyxy=(1137,1619,1231,1652)
subheadline: ΘΕΡΜΗ ΥΠΟΔΟΧΗ ΤΩΝ ΚΑΤΟΙΚΩΝ ΧΑΪΔΑΡΙΟΥ xyxy=(434,999,750,1016)
divider xyxy=(204,1517,381,1518)
article-text: Ἡ συνεχὴς αὔξησις τοῦ ἀριθμοῦ τῶν αὐτοκινήτων ἔχει δημιουργήσει τεράστια προβλήματα εἰς τὴν πλατεῖαν Δασκαλογιάννη ὅπου καθημερινῶς παρατηρεῖται συμφόρησις. Ἡ Τροχαία ζητεῖ τὴν συνεργασίαν ὅλων διὰ τὴν ἐξεύρεσιν λύσεως τοῦ προβλήματος καὶ τὴν ἀποφυγὴν τῶν ἀτυχημάτων. xyxy=(670,1599,808,1848)
article-text: ΕΛΑΙΑ: Ἡ διαθέσεις εἰς τὴν ἐλαιαγορὰν παρουσίασαν χθὲς κάποιον γνωρίσμα μεγαλύτερον τῆς παρελθούσης ἑβδομάδος. 74 προσκομίζουμεν ἐλαιόλαδα ἀπεφορμήθησαν εἰς τὰς ἑξῆς τιμάς: xyxy=(16,1778,194,1885)
headline: ΔΙΑΚΗΡΥΞΙΣ ΔΗΜΟΠΡΑΣΙΑΣ xyxy=(844,1451,946,1484)
article-text: Ὑπὸ τοῦ Αὐτοφώρου Δικαστηρίου κατεδικάσθησαν χθὲς 4 ὁδηγοὶ αὐτοκινήτων, 2 ποδηλάται καὶ 5 πεζοί ὡς καὶ ἐπὶ διάφοροι ἄλλοι κατηγορηθέντες. xyxy=(1115,2348,1252,2455)
subheadline: ΕΥΡΕΙΑ ΔΙΑΦΗΜΙΣΙΣ ΕΠΙΣΚΕΨΕΩΣ xyxy=(977,162,1244,181)
column-center xyxy=(376,43,967,2574)
article-text: σεν πληροφορίας ὅτι ἐχρησιμοποίησεν ὅπλα πρὸς διάλυσιν τῶν διαδηλωτῶν. Νεώτεραι πληροφορίαι ἀναφέρουν ὅτι οἱ διαδηλωταὶ ἔφερον μετὰ περιδραχμάτια, ἔθεσαν πῦρ εἰς τὰ γραφεῖα τοῦ Ἐθνικοῦ κόμματος τὸ ὁποῖον εὐνοεῖ τὴν σύνδεσιν τοῦ "Αντεν μετὰ τῆς ὁμοσπονδίας τῆς νοτίου Ἀραβίας. Τὰ γραφεῖα ἀπετεφρώθησαν. Δύο ἐκ τῶν ἀστυνομικῶν ἐτραυματίσθησαν. Ἐκ τῶν μεταξὺ Βρεττανικὰ στρατεύματα ἐτέθησαν ἐν ἐπιφυλακῇ ἕτοιμα νὰ παράσχουν βοήθειαν πρὸς τὴν ἀστυνομίαν ἐν περιπτώσει ἀνάγκης. Ὁ Βρεττανὸς κυβερνήτης τῆς ἀποικίας ὅστις ἀπηγόρευσε τὰς συγκεντρώσεις προειδοποίησεν ὅτι θὰ χρησιμοποιηθῇ ἐν ἀνάγκῃ βία πρὸς διάλυσιν τούτων. xyxy=(204,176,381,581)
headline: Η ΧΘΕΣΙΝΗ ΚΛΗΡΩΣΙΣ ΤΟΥ ΛΑΪΚΟΥ ΛΑΧΕΙΟΥ xyxy=(983,746,1239,796)
